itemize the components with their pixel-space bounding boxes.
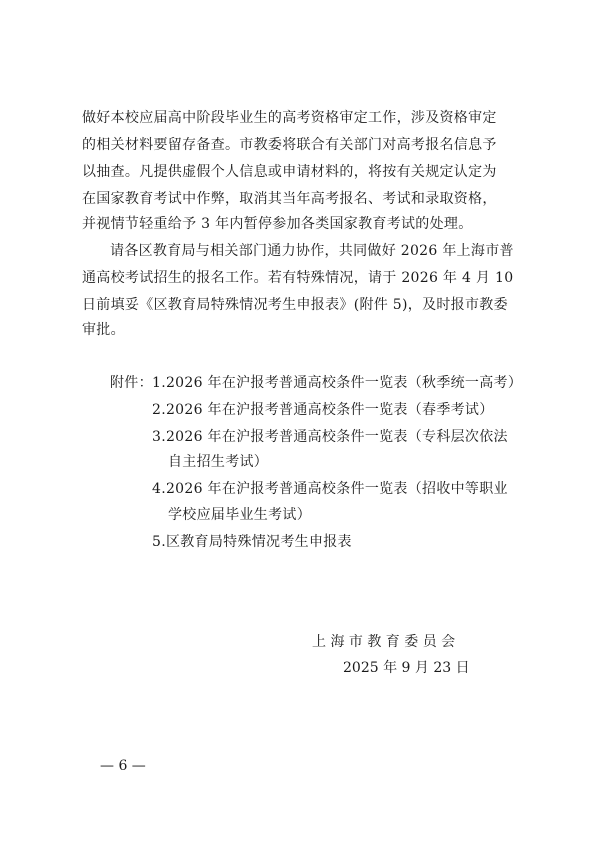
paragraph-line: 审批。 bbox=[82, 322, 125, 338]
paragraph-line: 请各区教育局与相关部门通力协作，共同做好 2026 年上海市普 bbox=[110, 243, 514, 259]
paragraph-line: 以抽查。凡提供虚假个人信息或申请材料的，将按有关规定认定为 bbox=[82, 164, 497, 180]
paragraph-line: 的相关材料要留存备查。市教委将联合有关部门对高考报名信息予 bbox=[82, 137, 497, 153]
attachment-item: 1.2026 年在沪报考普通高校条件一览表（秋季统一高考） bbox=[152, 375, 523, 391]
attachment-item: 2.2026 年在沪报考普通高校条件一览表（春季考试） bbox=[152, 402, 494, 418]
attachment-item: 4.2026 年在沪报考普通高校条件一览表（招收中等职业 bbox=[152, 481, 508, 497]
paragraph-line: 日前填妥《区教育局特殊情况考生申报表》(附件 5)，及时报市教委 bbox=[82, 297, 508, 313]
attachment-item: 3.2026 年在沪报考普通高校条件一览表（专科层次依法 bbox=[152, 429, 508, 445]
paragraph-line: 通高校考试招生的报名工作。若有特殊情况，请于 2026 年 4 月 10 bbox=[82, 270, 514, 286]
paragraph-line: 在国家教育考试中作弊，取消其当年高考报名、考试和录取资格， bbox=[82, 191, 497, 207]
signature-date: 2025 年 9 月 23 日 bbox=[343, 660, 470, 676]
signature-organization: 上 海 市 教 育 委 员 会 bbox=[312, 634, 456, 650]
attachments-label: 附件： bbox=[110, 375, 153, 391]
paragraph-line: 做好本校应届高中阶段毕业生的高考资格审定工作，涉及资格审定 bbox=[82, 110, 497, 126]
paragraph-line: 并视情节轻重给予 3 年内暂停参加各类国家教育考试的处理。 bbox=[82, 216, 473, 232]
page-number: — 6 — bbox=[100, 758, 146, 774]
attachment-item: 5.区教育局特殊情况考生申报表 bbox=[152, 534, 352, 550]
attachment-item-continuation: 学校应届毕业生考试） bbox=[168, 507, 311, 523]
attachment-item-continuation: 自主招生考试） bbox=[168, 454, 269, 470]
